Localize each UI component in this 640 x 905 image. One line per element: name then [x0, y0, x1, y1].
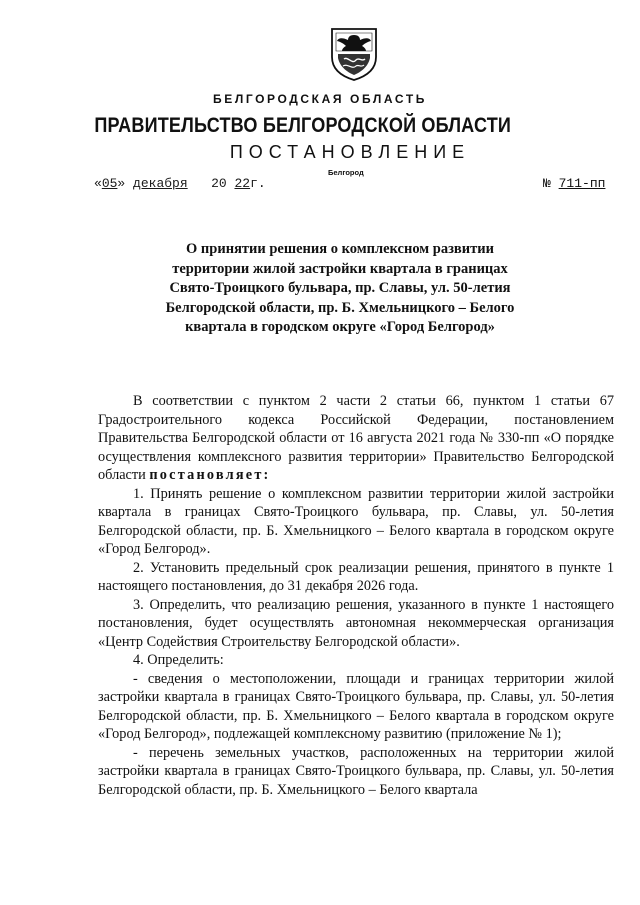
- paragraph-4: 4. Определить:: [133, 652, 224, 668]
- date-quote-open: «: [94, 176, 102, 191]
- date-month: декабря: [133, 176, 188, 191]
- number-value: 711-пп: [558, 176, 606, 191]
- date-quote-close: »: [117, 176, 126, 191]
- decree-title: О принятии решения о комплексном развитии территории жилой застройки квартала в границах Свято-Троицкого бульвара, пр. Славы, ул. 50-летия Белгородской области, пр. Б. Хмельницкого – Белого квартала в городском округе «Город Белгород»: [165, 241, 515, 335]
- date-year-prefix: 20: [211, 176, 227, 191]
- intro-paragraph: [98, 392, 614, 485]
- decree-number: [543, 176, 605, 191]
- paragraph-2: 2. Установить предельный срок реализации решения, принятого в пункте 1 настоящего постановления, до 31 декабря 2026 года.: [98, 559, 614, 594]
- date-year-unit: г.: [250, 176, 266, 191]
- paragraph-4b: - перечень земельных участков, расположенных на территории жилой застройки квартала в границах Свято-Троицкого бульвара, пр. Славы, ул. 50-летия Белгородской области, пр. Б. Хмельницкого – Белого квартала: [98, 744, 614, 798]
- paragraph-3: 3. Определить, что реализацию решения, указанного в пункте 1 настоящего постановления, будет осуществлять автономная некоммерческая организация «Центр Содействия Строительству Белгородской области».: [98, 596, 614, 650]
- paragraph-4a: - сведения о местоположении, площади и границах территории жилой застройки квартала в границах Свято-Троицкого бульвара, пр. Славы, ул. 50-летия Белгородской области, пр. Б. Хмельницкого – Белого квартала в городском округе «Город Белгород», подлежащей комплексному развитию (приложение № 1);: [98, 670, 614, 742]
- decree-body: [98, 392, 614, 799]
- coat-of-arms-emblem: [330, 27, 378, 81]
- intro-text: В соответствии с пунктом 2 части 2 статьи 66, пунктом 1 статьи 67 Градостроительного кодекса Российской Федерации, постановлением Правительства Белгородской области от 16 августа 2021 года № 330-пп «О порядке осуществления комплексного развития территории» Правительство Белгородской области: [98, 393, 614, 483]
- region-heading: БЕЛГОРОДСКАЯ ОБЛАСТЬ: [213, 92, 427, 106]
- paragraph-1: 1. Принять решение о комплексном развитии территории жилой застройки квартала в границах Свято-Троицкого бульвара, пр. Славы, ул. 50-летия Белгородской области, пр. Б. Хмельницкого – Белого квартала в городском округе «Город Белгород».: [98, 485, 614, 557]
- city-label: Белгород: [328, 168, 364, 177]
- date-day: 05: [101, 176, 118, 191]
- decree-heading: ПОСТАНОВЛЕНИЕ: [229, 142, 471, 162]
- date-year-suffix: 22: [234, 176, 251, 191]
- resolves-word: постановляет:: [149, 467, 271, 483]
- government-heading: ПРАВИТЕЛЬСТВО БЕЛГОРОДСКОЙ ОБЛАСТИ: [94, 114, 512, 137]
- decree-date: [94, 176, 266, 191]
- number-sign: №: [543, 176, 551, 191]
